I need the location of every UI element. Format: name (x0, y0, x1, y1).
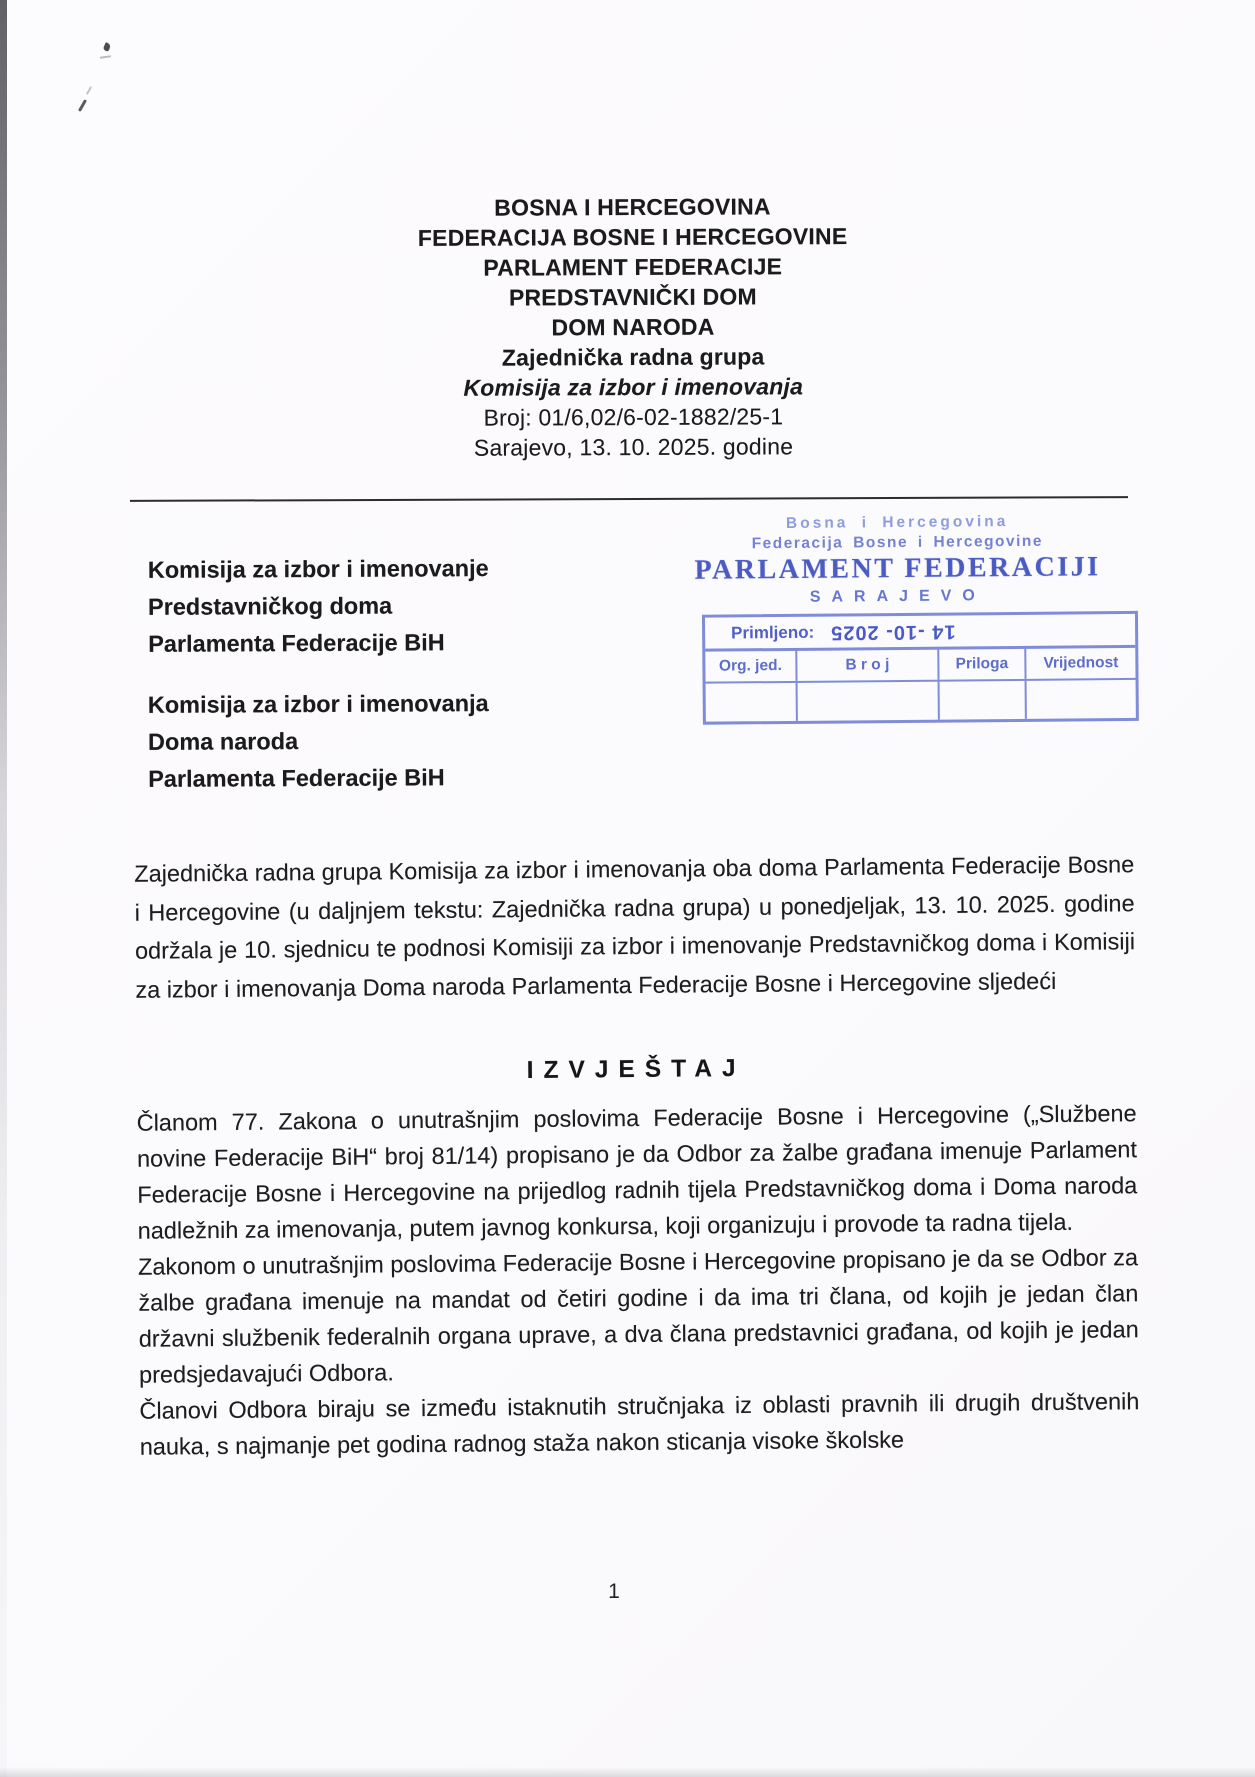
pen-mark (78, 99, 87, 112)
receipt-stamp (647, 512, 1149, 725)
paragraph-3: Članovi Odbora biraju se između istaknutih stručnjaka iz oblasti pravnih ili drugih društvenih nauka, s najmanje pet godina radnog staža nakon sticanja visoke školske (139, 1388, 1140, 1460)
intro-paragraph: Zajednička radna grupa Komisija za izbor i imenovanja oba doma Parlamenta Federacije Bosne i Hercegovine (u daljnjem tekstu: Zajednička radna grupa) u ponedjeljak, 13. 10. 2025. godine održala je 10. sjednicu te podnosi Komisiji za izbor i imenovanje Predstavničkog doma i Komisiji za izbor i imenovanja Doma naroda Parlamenta Federacije Bosne i Hercegovine sljedeći (134, 851, 1136, 1003)
page-number: 1 (608, 1580, 620, 1603)
recipient-line: Predstavničkog doma (147, 592, 393, 620)
doc-number: Broj: 01/6,02/6-02-1882/25-1 (483, 403, 784, 431)
pen-mark (86, 86, 92, 95)
letterhead-line-commission: Komisija za izbor i imenovanja (463, 373, 804, 401)
horizontal-divider (130, 496, 1128, 502)
stamp-empty-cell (798, 682, 940, 721)
stamp-empty-row (706, 680, 1136, 722)
received-label: Primljeno: (731, 622, 815, 642)
letterhead-line-house-reps: PREDSTAVNIČKI DOM (508, 283, 757, 311)
pen-mark (100, 55, 111, 59)
paragraph-2: Zakonom o unutrašnjim poslovima Federacije Bosne i Hercegovine propisano je da se Odbor za žalbe građana imenuje na mandat od četiri godine i da ima tri člana, od kojih je jedan član državni službenik federalnih organa uprave, a dva člana predstavnici građana, od kojih je jedan predsjedavajući Odbora. (137, 1244, 1139, 1388)
letterhead-line-country: BOSNA I HERCEGOVINA (494, 193, 771, 221)
letterhead (127, 190, 1138, 464)
recipient-line: Parlamenta Federacije BiH (148, 629, 445, 657)
stamp-header-row (705, 648, 1135, 684)
recipient-line: Parlamenta Federacije BiH (148, 764, 445, 792)
stamp-empty-cell (1027, 680, 1136, 719)
letterhead-line-working-group: Zajednička radna grupa (501, 343, 765, 371)
letterhead-line-federation: FEDERACIJA BOSNE I HERCEGOVINE (417, 223, 848, 251)
pen-mark (103, 42, 112, 52)
report-heading: IZVJEŠTAJ (526, 1054, 746, 1085)
letterhead-line-parliament: PARLAMENT FEDERACIJE (483, 253, 783, 281)
recipient-line: Komisija za izbor i imenovanja (147, 690, 489, 718)
stamp-federation-line: Federacija Bosne i Hercegovine (751, 532, 1044, 553)
letterhead-line-house-peoples: DOM NARODA (551, 313, 715, 341)
recipient-line: Komisija za izbor i imenovanje (147, 555, 489, 583)
stamp-col-vrijednost: Vrijednost (1043, 654, 1119, 672)
stamp-col-org-jed: Org. jed. (705, 651, 797, 682)
scan-edge-shadow (0, 0, 7, 1777)
report-body (134, 845, 1140, 1465)
stamp-country-line: Bosna i Hercegovina (785, 513, 1009, 532)
paragraph-1: Članom 77. Zakona o unutrašnjim poslovima Federacije Bosne i Hercegovine („Službene novine Federacije BiH“ broj 81/14) propisano je da Odbor za žalbe građana imenuje Parlament Federacije Bosne i Hercegovine na prijedlog radnih tijela Predstavničkog doma i Doma naroda nadležnih za imenovanja, putem javnog konkursa, koji organizuju i provode ta radna tijela. (136, 1100, 1138, 1244)
stamp-parliament-line: PARLAMENT FEDERACIJI (694, 551, 1101, 586)
stamp-col-priloga: Priloga (939, 649, 1026, 680)
doc-place-date: Sarajevo, 13. 10. 2025. godine (473, 433, 794, 461)
stamp-empty-cell (940, 681, 1027, 720)
recipient-block-1 (148, 550, 489, 663)
recipient-block-2 (148, 685, 489, 798)
stamp-received-row (705, 614, 1135, 652)
stamp-empty-cell (706, 683, 798, 722)
scan-bottom-shadow (0, 1767, 1255, 1777)
report-paragraphs (136, 1095, 1139, 1465)
stamp-table (702, 611, 1139, 725)
recipient-line: Doma naroda (147, 728, 299, 755)
stamp-col-broj: B r o j (797, 650, 939, 681)
stamp-city-line: SARAJEVO (809, 587, 986, 606)
received-date-stamp: 14 -10- 2025 (830, 620, 956, 644)
